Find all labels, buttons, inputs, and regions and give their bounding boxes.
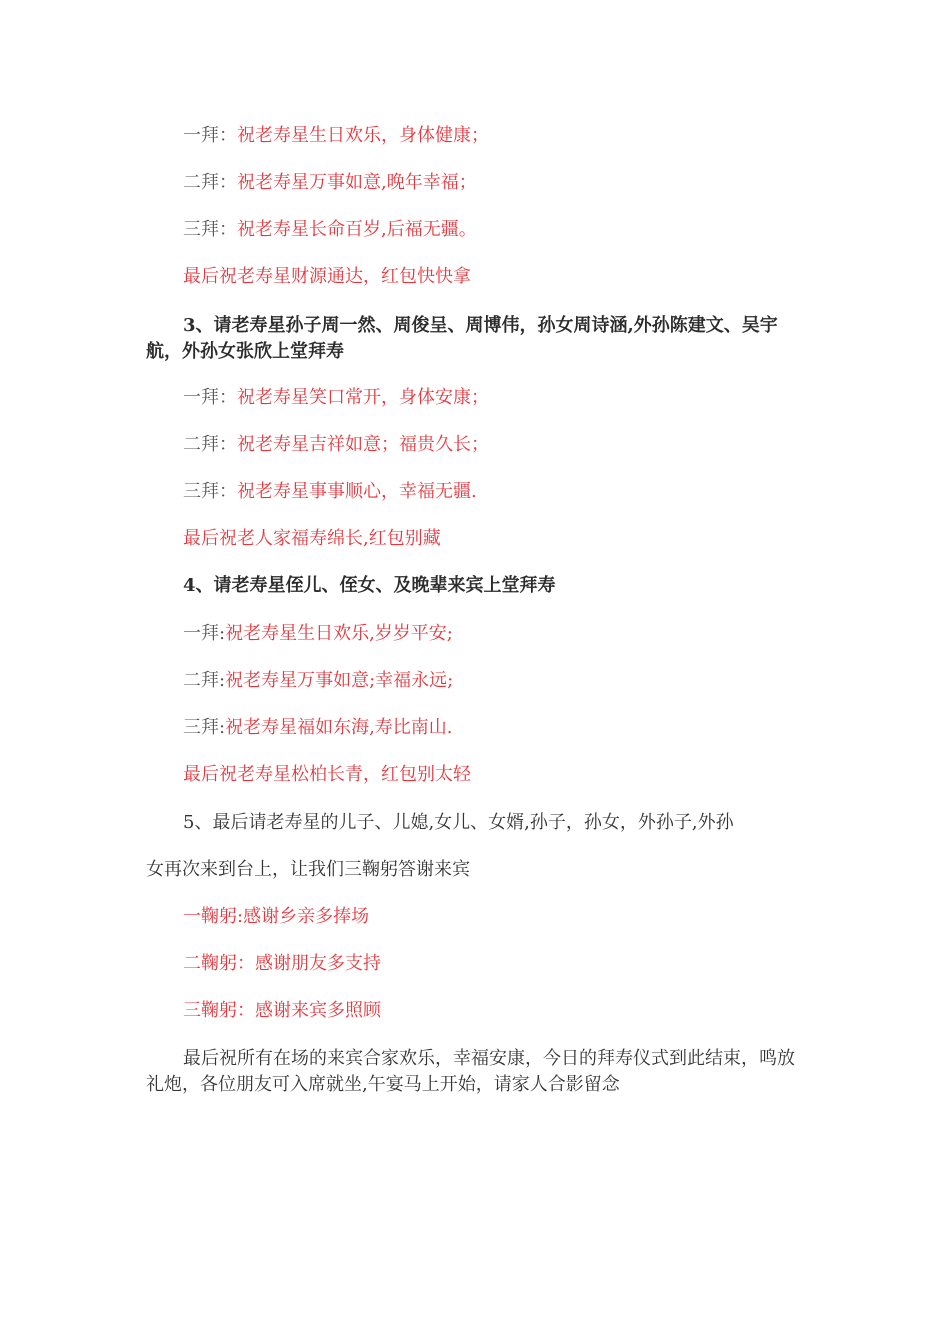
section-5-line-1: 5、最后请老寿星的儿子、儿媳,女儿、女婿,孙子，孙女，外孙子,外孙 bbox=[183, 812, 734, 833]
bow-label: 二拜： bbox=[183, 172, 237, 193]
bow-label: 二拜： bbox=[183, 434, 237, 455]
final-paragraph: 最后祝所有在场的来宾合家欢乐，幸福安康，今日的拜寿仪式到此结束，鸣放礼炮，各位朋友可入席就坐,午宴马上开始，请家人合影留念 bbox=[146, 1048, 795, 1095]
blessing-text: 祝老寿星笑口常开，身体安康； bbox=[237, 387, 489, 408]
section-heading-4: 4、请老寿星侄儿、侄女、及晚辈来宾上堂拜寿 bbox=[183, 575, 556, 596]
blessing-text: 祝老寿星生日欢乐,岁岁平安; bbox=[225, 623, 453, 644]
bow-label: 一拜： bbox=[183, 125, 237, 146]
blessing-text: 祝老寿星生日欢乐，身体健康； bbox=[237, 125, 489, 146]
section-heading-3: 3、请老寿星孙子周一然、周俊呈、周博伟，孙女周诗涵,外孙陈建文、吴宇航，外孙女张欣上堂拜寿 bbox=[146, 315, 778, 362]
bow-line-3 bbox=[183, 479, 477, 505]
bow-line-2 bbox=[183, 170, 477, 196]
bow-label: 一拜: bbox=[183, 623, 226, 644]
bow-thanks-1: 一鞠躬:感谢乡亲多捧场 bbox=[183, 906, 370, 927]
bow-label: 三拜： bbox=[183, 481, 237, 502]
blessing-text: 祝老寿星事事顺心，幸福无疆. bbox=[237, 481, 477, 502]
bow-label: 三拜: bbox=[183, 717, 226, 738]
bow-line-1 bbox=[183, 621, 453, 647]
closing-blessing: 最后祝老人家福寿绵长,红包别藏 bbox=[183, 528, 441, 549]
closing-blessing: 最后祝老寿星财源通达，红包快快拿 bbox=[183, 266, 471, 287]
bow-thanks-3: 三鞠躬：感谢来宾多照顾 bbox=[183, 1000, 381, 1021]
bow-line-2 bbox=[183, 668, 453, 694]
bow-thanks-2: 二鞠躬：感谢朋友多支持 bbox=[183, 953, 381, 974]
blessing-text: 祝老寿星福如东海,寿比南山. bbox=[225, 717, 453, 738]
blessing-text: 祝老寿星吉祥如意；福贵久长； bbox=[237, 434, 489, 455]
blessing-text: 祝老寿星万事如意;幸福永远; bbox=[225, 670, 454, 691]
bow-label: 一拜： bbox=[183, 387, 237, 408]
blessing-text: 祝老寿星万事如意,晚年幸福； bbox=[237, 172, 477, 193]
closing-blessing: 最后祝老寿星松柏长青，红包别太轻 bbox=[183, 764, 471, 785]
bow-label: 二拜: bbox=[183, 670, 226, 691]
bow-line-1 bbox=[183, 385, 489, 411]
blessing-text: 祝老寿星长命百岁,后福无疆。 bbox=[237, 219, 477, 240]
bow-line-2 bbox=[183, 432, 489, 458]
bow-line-3 bbox=[183, 217, 477, 243]
bow-line-1 bbox=[183, 123, 489, 149]
bow-line-3 bbox=[183, 715, 453, 741]
section-5-line-2: 女再次来到台上，让我们三鞠躬答谢来宾 bbox=[146, 859, 470, 880]
bow-label: 三拜： bbox=[183, 219, 237, 240]
